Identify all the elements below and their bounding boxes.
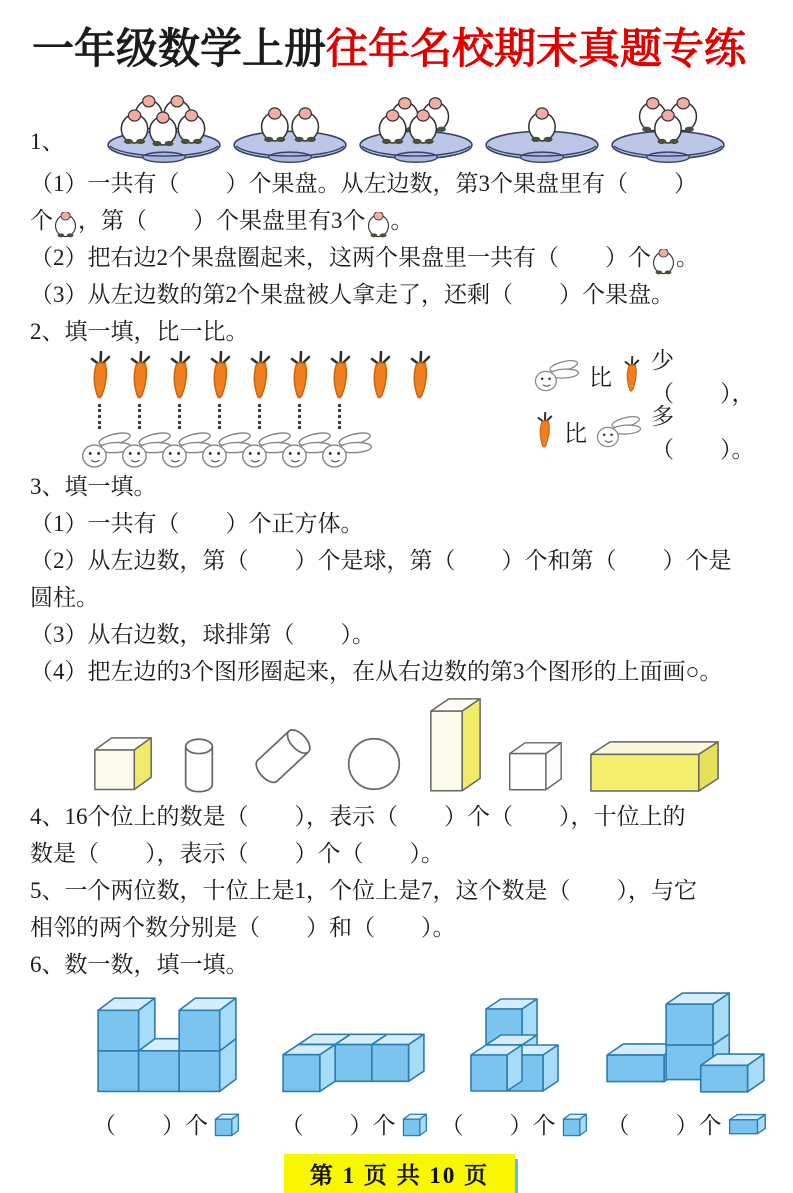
carrot-icon	[126, 351, 154, 403]
title-red-part: 往年名校期末真题专练	[326, 27, 747, 73]
text-segment: （2）把右边2个果盘圈起来，这两个果盘里一共有（ ）个	[30, 245, 651, 270]
rabbit-icon	[206, 430, 246, 469]
cube-icon	[401, 1111, 428, 1137]
peach-plate	[606, 83, 730, 164]
carrot-icon	[406, 351, 434, 403]
peach-plate	[354, 83, 478, 164]
dotted-match-line	[138, 404, 141, 429]
rabbit-icon	[86, 430, 126, 469]
dotted-match-line	[298, 404, 301, 429]
q3-sub1: （1）一共有（ ）个正方体。	[30, 511, 364, 536]
carrot-icon	[206, 351, 234, 403]
text-segment: ，第（ ）个果盘里有3个	[78, 208, 366, 233]
rabbit-icon	[246, 430, 286, 469]
q3-sub4: （4）把左边的3个图形圈起来，在从右边数的第3个图形的上面画○。	[30, 659, 723, 684]
carrot-icon	[326, 351, 354, 403]
q3-sub2-line2: 圆柱。	[30, 585, 99, 610]
blank-label: （ ）个	[606, 1113, 722, 1139]
cuboid-long-yellow-shape	[588, 739, 720, 793]
comparison-block	[534, 347, 769, 462]
rabbit-icon	[596, 414, 642, 448]
text-segment: 。	[390, 208, 414, 233]
carrot-icon	[366, 351, 394, 403]
carrot-icon	[246, 351, 274, 403]
question-1-figure-row	[30, 80, 769, 164]
q1-sub1-line2	[30, 203, 769, 238]
text-segment: 个	[30, 208, 53, 233]
blank-label: （ ）个	[280, 1113, 396, 1139]
block-figure-u-shape	[64, 986, 269, 1095]
block-count-blank	[439, 1107, 589, 1140]
peach-plate	[480, 83, 604, 164]
q1-sub3-line: （3）从左边数的第2个果盘被人拿走了，还剩（ ）个果盘。	[30, 282, 674, 307]
block-count-blank	[589, 1107, 784, 1140]
page-title	[32, 16, 769, 76]
carrot-icon	[166, 351, 194, 403]
peach-icon	[367, 212, 390, 240]
dotted-match-line	[258, 404, 261, 429]
q3-sub3: （3）从右边数，球排第（ ）。	[30, 622, 375, 647]
peach-plate	[102, 83, 226, 164]
comparison-line-1	[534, 347, 769, 406]
cuboid-tall-yellow-shape	[428, 696, 482, 793]
dotted-match-line	[218, 404, 221, 429]
q6-label: 6、数一数，填一填。	[30, 952, 249, 977]
q2-scene	[86, 348, 769, 467]
rabbit-icon	[166, 430, 206, 469]
dotted-match-line	[98, 404, 101, 429]
peach-icon	[54, 212, 77, 240]
block-count-blank	[269, 1107, 439, 1140]
carrot-icon	[286, 351, 314, 403]
cube-white-shape	[507, 741, 563, 793]
rabbit-icon	[126, 430, 166, 469]
q3-sub2-line1: （2）从左边数，第（ ）个是球，第（ ）个和第（ ）个是	[30, 548, 732, 573]
blank-label: （ ）个	[440, 1113, 556, 1139]
comparison-line-2	[534, 403, 769, 462]
text-segment: 。	[676, 245, 699, 270]
block-figure-tower	[439, 997, 589, 1095]
peach-plate	[228, 83, 352, 164]
q1-sub2-line	[30, 240, 769, 275]
sphere-shape	[345, 735, 403, 793]
title-black-part: 一年级数学上册	[32, 27, 327, 73]
cube-yellow-shape	[92, 735, 154, 793]
text-segment: 比	[589, 364, 612, 390]
dotted-match-line	[178, 404, 181, 429]
question-1-number: 1、	[30, 129, 65, 154]
rabbit-icon	[286, 430, 326, 469]
cylinder-shape	[179, 735, 219, 793]
cylinder-tilted-shape	[244, 721, 320, 793]
peach-plates-illustration	[102, 83, 730, 164]
cube-icon	[561, 1111, 588, 1137]
block-figure-l-flat	[269, 1018, 439, 1096]
block-count-grid	[64, 986, 769, 1140]
carrot-icon	[86, 351, 114, 403]
carrot-icon	[621, 356, 642, 395]
q4-line1: 4、16个位上的数是（ ），表示（ ）个（ ），十位上的	[30, 804, 686, 829]
q5-line1: 5、一个两位数，十位上是1，个位上是7，这个数是（ ），与它	[30, 878, 697, 903]
page-footer: 第 1 页 共 10 页	[284, 1154, 515, 1193]
solid-shapes-row	[92, 697, 769, 793]
cuboid-icon	[727, 1112, 767, 1135]
carrot-icon	[534, 412, 555, 451]
rabbit-icon	[534, 358, 580, 392]
cube-icon	[213, 1111, 240, 1137]
q3-label: 3、填一填。	[30, 474, 157, 499]
blank-label: （ ）个	[93, 1113, 208, 1139]
text-segment: 比	[564, 420, 587, 446]
q2-label: 2、填一填，比一比。	[30, 319, 249, 344]
text-segment: 少（ ），	[651, 348, 755, 406]
peach-icon	[652, 249, 675, 277]
block-count-blank	[64, 1107, 269, 1140]
rabbit-icon	[326, 430, 366, 469]
block-figure-cuboids	[589, 992, 784, 1096]
dotted-match-line	[338, 404, 341, 429]
q4-line2: 数是（ ），表示（ ）个（ ）。	[30, 841, 444, 866]
q5-line2: 相邻的两个数分别是（ ）和（ ）。	[30, 915, 456, 940]
text-segment: 多（ ）。	[651, 404, 755, 462]
q1-sub1-line1: （1）一共有（ ）个果盘。从左边数，第3个果盘里有（ ）	[30, 171, 697, 196]
